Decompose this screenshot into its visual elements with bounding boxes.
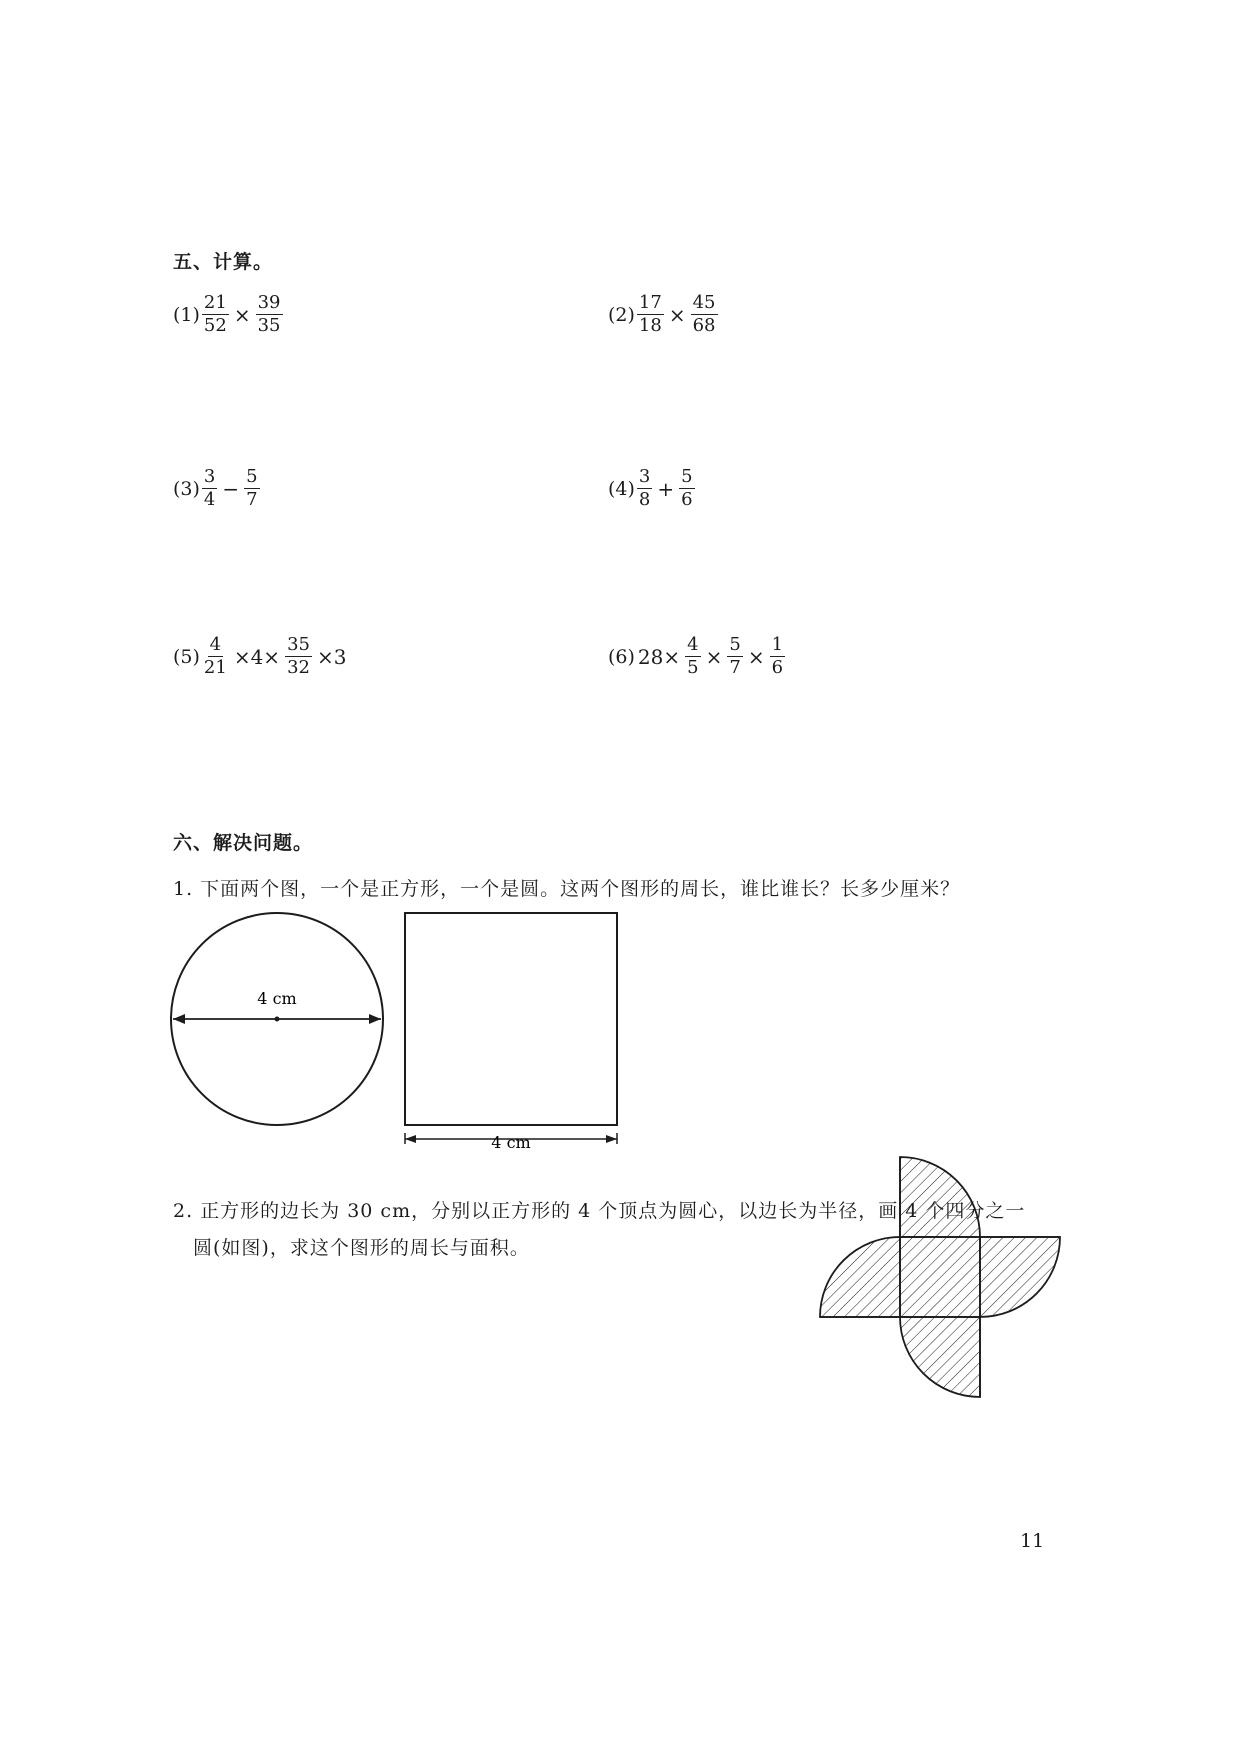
numerator: 5 xyxy=(729,634,741,655)
operator: × xyxy=(705,644,723,669)
diameter-arrow-left xyxy=(173,1014,185,1024)
operator: ×3 xyxy=(316,644,347,669)
numerator: 3 xyxy=(638,466,651,487)
denominator: 21 xyxy=(203,657,227,678)
denominator: 6 xyxy=(771,657,784,678)
question-1-text: 1. 下面两个图，一个是正方形，一个是圆。这两个图形的周长，谁比谁长？长多少厘米？ xyxy=(173,878,961,900)
operator: × xyxy=(747,644,765,669)
denominator: 18 xyxy=(638,315,662,336)
numerator: 4 xyxy=(209,634,222,655)
numerator: 5 xyxy=(246,466,258,487)
denominator: 7 xyxy=(246,489,258,510)
problem-label: (5) xyxy=(173,645,200,668)
square-side-label: 4 cm xyxy=(491,1133,531,1152)
numerator: 5 xyxy=(681,466,693,487)
circle-diameter-label: 4 cm xyxy=(257,989,297,1008)
denominator: 32 xyxy=(287,657,310,678)
operator: 28× xyxy=(637,644,681,669)
numerator: 3 xyxy=(203,466,216,487)
problem-label: (1) xyxy=(173,303,200,326)
section-5-heading: 五、计算。 xyxy=(173,251,274,273)
quarter-circle-right xyxy=(980,1237,1060,1317)
problem-label: (6) xyxy=(608,645,635,668)
side-arrow-right xyxy=(606,1135,617,1143)
question-2-line-2: 圆(如图)，求这个图形的周长与面积。 xyxy=(193,1237,530,1259)
numerator: 17 xyxy=(638,292,662,313)
quarter-circle-left xyxy=(820,1237,900,1317)
numerator: 35 xyxy=(287,634,310,655)
numerator: 45 xyxy=(692,292,716,313)
operator: − xyxy=(222,476,240,501)
problem-label: (4) xyxy=(608,477,635,500)
denominator: 6 xyxy=(681,489,693,510)
operator: + xyxy=(657,476,675,501)
numerator: 39 xyxy=(257,292,281,313)
page-number: 11 xyxy=(1020,1530,1045,1552)
problem-label: (2) xyxy=(608,303,635,326)
problem-label: (3) xyxy=(173,477,200,500)
side-arrow-left xyxy=(405,1135,416,1143)
denominator: 5 xyxy=(687,657,699,678)
square-figure xyxy=(405,913,617,1152)
numerator: 4 xyxy=(687,634,699,655)
denominator: 35 xyxy=(257,315,281,336)
diameter-arrow-right xyxy=(369,1014,381,1024)
denominator: 7 xyxy=(729,657,741,678)
question-2-line-1: 2. 正方形的边长为 30 cm，分别以正方形的 4 个顶点为圆心，以边长为半径，画 4 个四分之一 xyxy=(173,1200,1026,1222)
denominator: 4 xyxy=(203,489,216,510)
square-shape xyxy=(405,913,617,1125)
circle-center-dot xyxy=(275,1017,280,1022)
circle-figure xyxy=(171,913,383,1125)
operator: × xyxy=(668,302,686,327)
denominator: 68 xyxy=(692,315,716,336)
operator: ×4× xyxy=(233,644,281,669)
section-6-heading: 六、解决问题。 xyxy=(173,832,314,854)
numerator: 1 xyxy=(771,634,784,655)
denominator: 8 xyxy=(638,489,651,510)
denominator: 52 xyxy=(203,315,227,336)
quarter-circle-bottom xyxy=(900,1317,980,1397)
operator: × xyxy=(233,302,251,327)
numerator: 21 xyxy=(203,292,227,313)
